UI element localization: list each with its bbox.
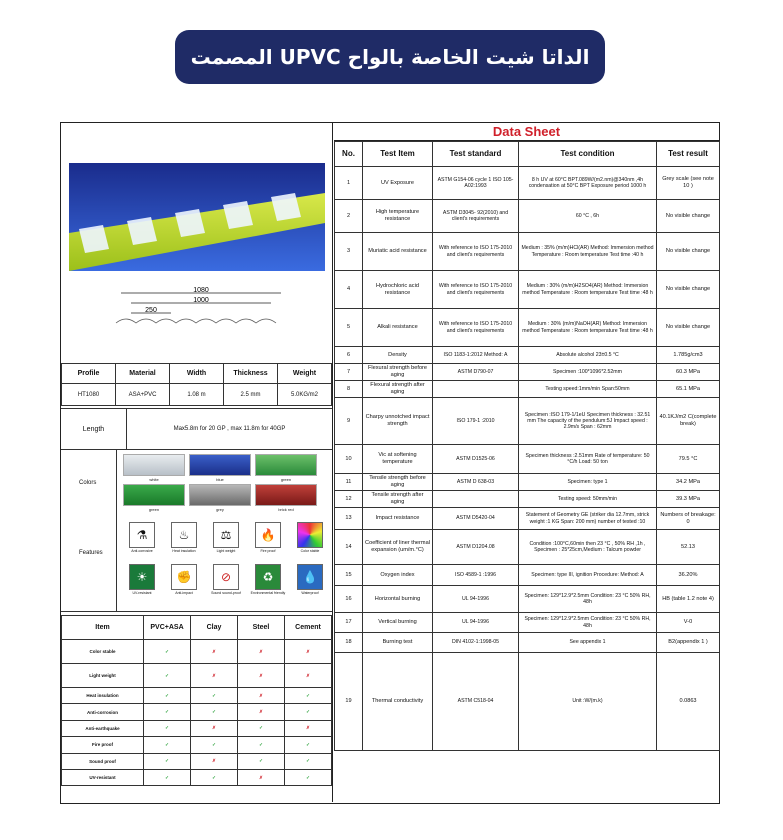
data-sheet-row [335,200,720,233]
test-no: 10 [335,445,363,474]
icon-label: Environmental friendly [250,591,286,595]
length-label: Length [61,409,127,449]
waterproof-icon: 💧 [297,564,323,590]
icon-label: Fire proof [260,549,276,553]
fire-proof-icon: 🔥 [255,522,281,548]
test-condition: Statement of Geometry GE (striker dia 12.7mm, strick weight :1 KG Span: 200 mm) number of tested :10 [519,508,657,530]
cross-icon: ✗ [238,769,285,785]
check-icon: ✓ [285,753,332,769]
roof-sheet-photo [69,163,325,271]
test-condition: Medium : 35% (m/m)HCl(AR) Method: Immersion method Temperature : Room temperature Test time :40 h [519,233,657,271]
comparison-row [62,688,332,704]
test-result: No visible change [657,309,720,347]
test-item: UV Exposure [363,167,433,200]
test-no: 16 [335,586,363,613]
environmental-friendly-icon: ♻ [255,564,281,590]
spec-header: Thickness [224,364,278,384]
test-result: 1.785g/cm3 [657,347,720,364]
test-standard: ASTM D5420-04 [433,508,519,530]
color-stable-icon [297,522,323,548]
test-item: Flexural strength before aging [363,364,433,381]
check-icon: ✓ [285,737,332,753]
test-condition: Specimen :100*1096*2.52mm [519,364,657,381]
cross-icon: ✗ [191,753,238,769]
test-result: 65.1 MPa [657,381,720,398]
test-no: 18 [335,633,363,653]
check-icon: ✓ [238,720,285,736]
comparison-header: PVC+ASA [144,616,191,640]
ds-header: Test standard [433,142,519,167]
left-panel [61,123,333,802]
features-labels [61,450,117,612]
comparison-table [61,615,332,786]
test-item: Tensile strength after aging [363,491,433,508]
test-condition: Medium : 30% (m/m)H2SO4(AR) Method: Immersion method Temperature : Room temperature Test time :48 h [519,271,657,309]
data-sheet-row [335,613,720,633]
data-sheet-row [335,508,720,530]
test-result: 52.13 [657,530,720,565]
test-result: No visible change [657,271,720,309]
length-row [61,408,332,450]
comparison-header: Item [62,616,144,640]
check-icon: ✓ [285,688,332,704]
comparison-item: Sound proof [62,753,144,769]
test-condition: Specimen thickness :2.51mm Rate of temperature: 50 °C/h Load: 50 ton [519,445,657,474]
test-result: B2(appendix 1 ) [657,633,720,653]
data-sheet-row [335,347,720,364]
colors-label: Colors [79,480,97,486]
length-value: Max5.8m for 20 GP , max 11.8m for 40GP [173,426,286,432]
uv-resistant-icon: ☀ [129,564,155,590]
test-standard: With reference to ISO 175-2010 and client's requirements [433,233,519,271]
check-icon: ✓ [144,688,191,704]
data-sheet-row [335,309,720,347]
test-standard: ASTM D1204.08 [433,530,519,565]
test-item: Flexural strength after aging [363,381,433,398]
test-no: 17 [335,613,363,633]
test-no: 2 [335,200,363,233]
test-standard: With reference to ISO 175-2010 and client's requirements [433,309,519,347]
test-standard: UL 94-1996 [433,613,519,633]
test-condition: Specimen: 129*12.9*2.5mm Condition: 23 °C 50% RH, 48h [519,586,657,613]
test-no: 15 [335,565,363,586]
test-standard: ASTM D3045- 92(2010) and client's requirements [433,200,519,233]
test-item: Impact resistance [363,508,433,530]
data-sheet-row [335,474,720,491]
test-standard: ASTM D1525-06 [433,445,519,474]
comparison-item: Anti-earthquake [62,720,144,736]
data-sheet-row [335,271,720,309]
spec-header: Material [116,364,170,384]
data-sheet-document [60,122,720,804]
test-no: 3 [335,233,363,271]
ds-header: Test condition [519,142,657,167]
icon-label: Color stable [300,549,320,553]
test-no: 12 [335,491,363,508]
test-no: 8 [335,381,363,398]
test-standard: ASTM D 638-03 [433,474,519,491]
right-panel [334,123,719,802]
comparison-header: Steel [238,616,285,640]
test-result: V-0 [657,613,720,633]
page-banner: الداتا شيت الخاصة بالواح UPVC المصمت [175,30,605,84]
color-swatch-white: white [123,454,185,476]
ds-header: Test Item [363,142,433,167]
test-item: Charpy unnotched impact strength [363,398,433,445]
cross-icon: ✗ [191,720,238,736]
check-icon: ✓ [144,769,191,785]
icon-label: Heat insulation [172,549,196,553]
anti-corrosive-icon: ⚗ [129,522,155,548]
test-item: Hydrochloric acid resistance [363,271,433,309]
cross-icon: ✗ [238,640,285,664]
check-icon: ✓ [144,664,191,688]
check-icon: ✓ [285,769,332,785]
color-swatch-green: green [255,454,317,476]
icon-label: UV-resistant [132,591,152,595]
test-condition: Specimen: type 1 [519,474,657,491]
check-icon: ✓ [191,704,238,720]
test-condition: Absolute alcohol 23±0.5 °C [519,347,657,364]
test-item: Vic at softening temperature [363,445,433,474]
test-item: Horizontal burning [363,586,433,613]
test-result: 36.20% [657,565,720,586]
check-icon: ✓ [238,753,285,769]
profile-dimension-drawing [101,283,301,333]
ds-header: Test result [657,142,720,167]
check-icon: ✓ [144,704,191,720]
comparison-header: Cement [285,616,332,640]
check-icon: ✓ [191,737,238,753]
data-sheet-title: Data Sheet [334,123,719,141]
data-sheet-row [335,233,720,271]
comparison-row [62,704,332,720]
test-result: Numbers of breakage: 0 [657,508,720,530]
test-item: High temperature resistance [363,200,433,233]
spec-header: Width [170,364,224,384]
data-sheet-row [335,530,720,565]
test-standard: ASTM C518-04 [433,653,519,751]
data-sheet-row [335,491,720,508]
test-condition: Unit :W/(m.k) [519,653,657,751]
dim-250: 250 [145,307,157,314]
test-no: 1 [335,167,363,200]
data-sheet-row [335,565,720,586]
data-sheet-table [334,141,720,751]
color-swatch-green-2: green [123,484,185,506]
spec-header: Profile [62,364,116,384]
test-standard: ISO 4589-1 :1996 [433,565,519,586]
test-no: 7 [335,364,363,381]
data-sheet-row [335,364,720,381]
test-no: 4 [335,271,363,309]
comparison-row [62,737,332,753]
spec-value: 5.0KG/m2 [278,384,332,406]
comparison-item: Anti-corrosion [62,704,144,720]
comparison-row [62,769,332,785]
color-swatch-brick-red: brick red [255,484,317,506]
cross-icon: ✗ [238,664,285,688]
comparison-item: Color stable [62,640,144,664]
ds-header: No. [335,142,363,167]
color-swatch-grey: grey [189,484,251,506]
comparison-header: Clay [191,616,238,640]
test-item: Burning test [363,633,433,653]
cross-icon: ✗ [238,704,285,720]
icon-label: Anti-impact [175,591,193,595]
check-icon: ✓ [144,640,191,664]
test-condition: Condition :100°C,60min then 23 °C , 50% RH ,1h , Specimen : 25*25cm,Medium : Talcum powder [519,530,657,565]
test-condition: Specimen: 129*12.9*2.5mm Condition: 23 °C 50% RH, 48h [519,613,657,633]
test-item: Coefficient of liner thermal expansion (um/m.°C) [363,530,433,565]
data-sheet-row [335,167,720,200]
test-result: HB (table 1.2 note 4) [657,586,720,613]
icon-label: Waterproof [301,591,319,595]
data-sheet-row [335,633,720,653]
icon-label: Anti-corrosive [131,549,153,553]
check-icon: ✓ [191,769,238,785]
sound-proof-icon: ⊘ [213,564,239,590]
test-result: No visible change [657,233,720,271]
test-standard: ASTM G154-06 cycle 1 ISO 105-A02:1993 [433,167,519,200]
features-label: Features [79,550,103,556]
test-item: Tensile strength before aging [363,474,433,491]
test-item: Density [363,347,433,364]
test-condition: 8 h UV at 60°C BPT.089W/(m2.nm)@340nm ,4h condensation at 50°C BPT Exposure period 1000 h [519,167,657,200]
test-standard: ASTM D790-07 [433,364,519,381]
test-standard: With reference to ISO 175-2010 and client's requirements [433,271,519,309]
test-no: 9 [335,398,363,445]
data-sheet-row [335,398,720,445]
test-standard [433,381,519,398]
cross-icon: ✗ [191,664,238,688]
cross-icon: ✗ [238,688,285,704]
dim-1080: 1080 [193,287,209,294]
spec-header: Weight [278,364,332,384]
comparison-item: Light weight [62,664,144,688]
test-result: Grey scale (see note 10 ) [657,167,720,200]
icon-label: Light weight [216,549,236,553]
spec-value: 2.5 mm [224,384,278,406]
comparison-row [62,720,332,736]
check-icon: ✓ [144,737,191,753]
test-standard: ISO 1183-1:2012 Method: A [433,347,519,364]
test-condition: Specimen: type III, ignition Procedure: Method: A [519,565,657,586]
test-condition: Testing speed:1mm/min Span:50mm [519,381,657,398]
test-item: Thermal conductivity [363,653,433,751]
test-standard: ISO 179-1 :2010 [433,398,519,445]
test-result: 34.2 MPa [657,474,720,491]
data-sheet-row [335,445,720,474]
test-no: 14 [335,530,363,565]
spec-table [61,363,332,406]
features-panel [61,450,332,612]
heat-insulation-icon: ♨ [171,522,197,548]
comparison-row [62,640,332,664]
data-sheet-row [335,586,720,613]
test-result: 39.3 MPa [657,491,720,508]
spec-value: HT1080 [62,384,116,406]
test-result: 40.1KJ/m2 C(complete break) [657,398,720,445]
check-icon: ✓ [191,688,238,704]
spec-value: 1.08 m [170,384,224,406]
comparison-row [62,664,332,688]
icon-label: Sound sound-proof [211,591,241,595]
comparison-item: Fire proof [62,737,144,753]
test-result: No visible change [657,200,720,233]
test-result: 60.3 MPa [657,364,720,381]
test-standard [433,491,519,508]
test-result: 79.5 °C [657,445,720,474]
test-item: Muriatic acid resistance [363,233,433,271]
cross-icon: ✗ [285,664,332,688]
light-weight-icon: ⚖ [213,522,239,548]
cross-icon: ✗ [285,640,332,664]
test-condition: Specimen :ISO 179-1/1eU Specimen thickness : 32.51 mm The capacity of the pendulum:5J Impact speed : 2.9m/s Span : 62mm [519,398,657,445]
check-icon: ✓ [285,704,332,720]
test-no: 19 [335,653,363,751]
spec-value: ASA+PVC [116,384,170,406]
test-result: 0.0863 [657,653,720,751]
cross-icon: ✗ [285,720,332,736]
test-condition: 60 °C , 6h [519,200,657,233]
dim-1000: 1000 [193,297,209,304]
comparison-item: UV-resistant [62,769,144,785]
test-condition: Medium : 30% (m/m)NaOH(AR) Method: Immersion method Temperature : Room temperature Test time :48 h [519,309,657,347]
test-item: Vertical burning [363,613,433,633]
color-swatch-blue: blue [189,454,251,476]
check-icon: ✓ [144,720,191,736]
test-no: 5 [335,309,363,347]
test-standard: DIN 4102-1:1998-05 [433,633,519,653]
data-sheet-row [335,381,720,398]
check-icon: ✓ [144,753,191,769]
test-standard: UL 94-1996 [433,586,519,613]
test-item: Oxygen index [363,565,433,586]
test-item: Alkali resistance [363,309,433,347]
comparison-row [62,753,332,769]
anti-impact-icon: ✊ [171,564,197,590]
comparison-item: Heat insulation [62,688,144,704]
test-no: 13 [335,508,363,530]
cross-icon: ✗ [191,640,238,664]
test-condition: See appendix 1 [519,633,657,653]
test-condition: Testing speed: 50mm/min [519,491,657,508]
data-sheet-row [335,653,720,751]
test-no: 11 [335,474,363,491]
test-no: 6 [335,347,363,364]
check-icon: ✓ [238,737,285,753]
